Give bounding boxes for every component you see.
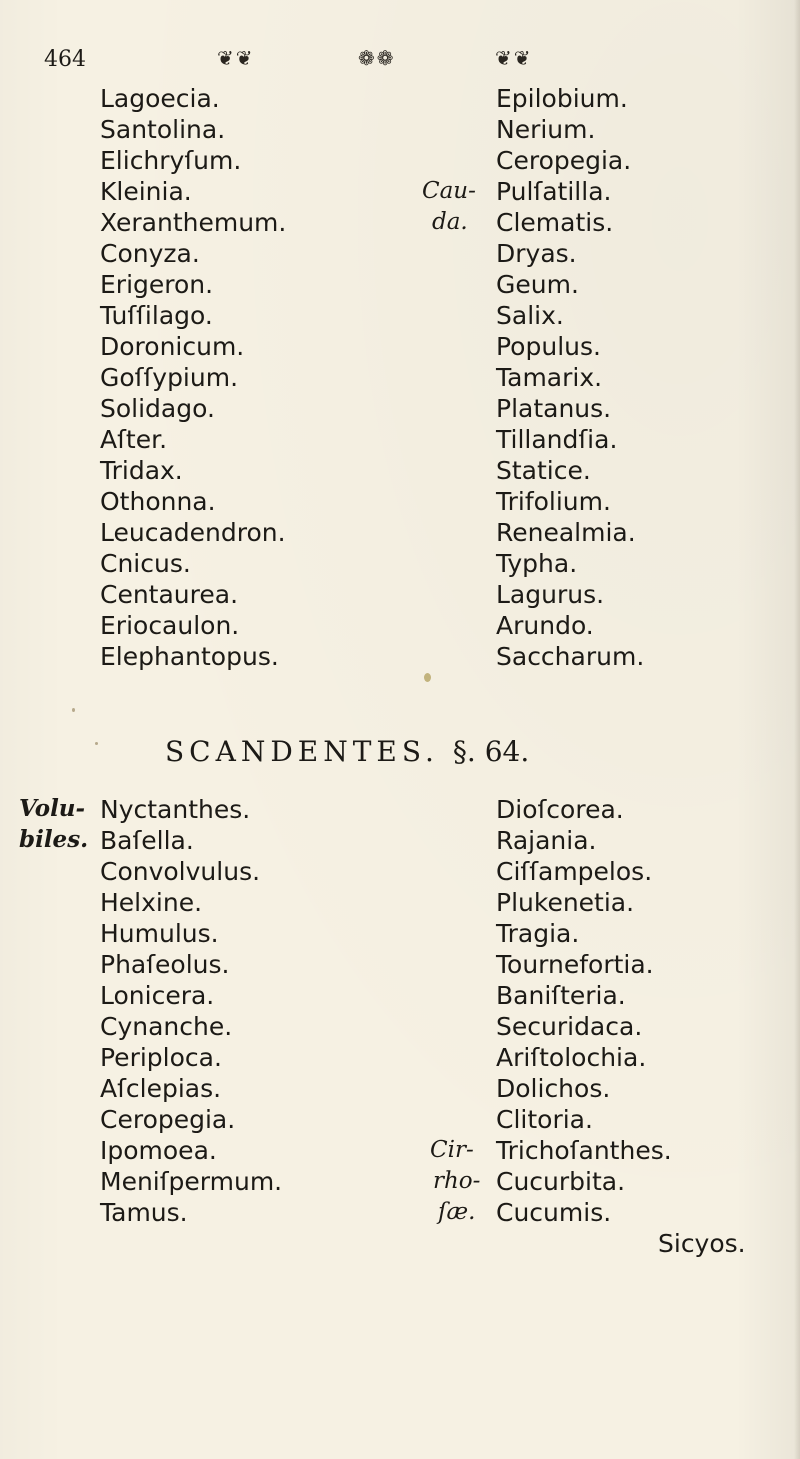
genus-entry: Tournefortia.	[496, 950, 654, 979]
genus-entry: Doronicum.	[100, 332, 245, 361]
section-heading	[165, 735, 529, 768]
bottom-right-genus-list	[496, 794, 672, 1228]
genus-entry: Phaſeolus.	[100, 950, 230, 979]
genus-entry: Rajania.	[496, 826, 597, 855]
genus-entry: Aſclepias.	[100, 1074, 222, 1103]
genus-entry: Dolichos.	[496, 1074, 611, 1103]
margin-note-cau: Cau-	[422, 178, 476, 204]
genus-entry: Ciſſampelos.	[496, 857, 653, 886]
section-number: §. 64.	[452, 735, 530, 768]
margin-note-rho: rho-	[433, 1168, 481, 1194]
genus-entry: Lagoecia.	[100, 84, 220, 113]
top-right-genus-list	[496, 83, 644, 672]
genus-entry: Renealmia.	[496, 518, 636, 547]
genus-entry: Othonna.	[100, 487, 216, 516]
genus-entry: Leucadendron.	[100, 518, 286, 547]
genus-entry: Geum.	[496, 270, 579, 299]
header-ornament-center: ❁❁	[358, 46, 396, 70]
genus-entry: Lonicera.	[100, 981, 215, 1010]
ink-speck	[424, 673, 431, 682]
genus-entry: Salix.	[496, 301, 564, 330]
margin-note-da: da.	[432, 209, 468, 235]
genus-entry: Statice.	[496, 456, 591, 485]
genus-entry: Erigeron.	[100, 270, 214, 299]
genus-entry: Tamus.	[100, 1198, 188, 1227]
genus-entry: Convolvulus.	[100, 857, 261, 886]
genus-entry: Baſella.	[100, 826, 194, 855]
genus-entry: Dryas.	[496, 239, 577, 268]
section-heading-title: SCANDENTES.	[165, 735, 439, 768]
genus-entry: Xeranthemum.	[100, 208, 287, 237]
overflow-entry: Sicyos.	[658, 1229, 746, 1258]
bottom-left-genus-list	[100, 794, 282, 1228]
genus-entry: Cucurbita.	[496, 1167, 626, 1196]
genus-entry: Pulſatilla.	[496, 177, 612, 206]
genus-entry: Meniſpermum.	[100, 1167, 283, 1196]
genus-entry: Elephantopus.	[100, 642, 279, 671]
genus-entry: Tillandſia.	[496, 425, 618, 454]
genus-entry: Dioſcorea.	[496, 795, 624, 824]
genus-entry: Clematis.	[496, 208, 614, 237]
genus-entry: Nyctanthes.	[100, 795, 251, 824]
genus-entry: Solidago.	[100, 394, 215, 423]
genus-entry: Aſter.	[100, 425, 168, 454]
genus-entry: Ceropegia.	[100, 1105, 236, 1134]
genus-entry: Ceropegia.	[496, 146, 632, 175]
genus-entry: Trichoſanthes.	[496, 1136, 672, 1165]
genus-entry: Ariſtolochia.	[496, 1043, 647, 1072]
genus-entry: Centaurea.	[100, 580, 239, 609]
genus-entry: Kleinia.	[100, 177, 192, 206]
genus-entry: Trifolium.	[496, 487, 611, 516]
margin-note-biles: biles.	[19, 826, 89, 853]
genus-entry: Lagurus.	[496, 580, 605, 609]
header-ornament-left: ❦❦	[217, 46, 255, 70]
ink-speck	[72, 708, 75, 712]
ink-speck	[95, 742, 98, 745]
top-left-genus-list	[100, 83, 286, 672]
genus-entry: Securidaca.	[496, 1012, 643, 1041]
genus-entry: Goſſypium.	[100, 363, 239, 392]
genus-entry: Tridax.	[100, 456, 183, 485]
genus-entry: Cnicus.	[100, 549, 191, 578]
genus-entry: Tragia.	[496, 919, 580, 948]
genus-entry: Eriocaulon.	[100, 611, 240, 640]
genus-entry: Arundo.	[496, 611, 594, 640]
genus-entry: Populus.	[496, 332, 601, 361]
page-edge-shadow	[794, 0, 800, 1459]
genus-entry: Baniſteria.	[496, 981, 626, 1010]
genus-entry: Cucumis.	[496, 1198, 612, 1227]
genus-entry: Periploca.	[100, 1043, 222, 1072]
genus-entry: Nerium.	[496, 115, 596, 144]
genus-entry: Humulus.	[100, 919, 219, 948]
genus-entry: Ipomoea.	[100, 1136, 217, 1165]
genus-entry: Elichryſum.	[100, 146, 242, 175]
genus-entry: Typha.	[496, 549, 578, 578]
genus-entry: Tamarix.	[496, 363, 603, 392]
margin-note-cir: Cir-	[430, 1137, 474, 1163]
margin-note-fae: ſæ.	[438, 1199, 476, 1225]
genus-entry: Helxine.	[100, 888, 203, 917]
header-ornament-right: ❦❦	[495, 46, 533, 70]
genus-entry: Cynanche.	[100, 1012, 233, 1041]
genus-entry: Conyza.	[100, 239, 200, 268]
genus-entry: Epilobium.	[496, 84, 628, 113]
page-number: 464	[44, 47, 86, 72]
genus-entry: Santolina.	[100, 115, 226, 144]
genus-entry: Platanus.	[496, 394, 612, 423]
margin-note-volu: Volu-	[19, 795, 86, 822]
genus-entry: Tuſſilago.	[100, 301, 213, 330]
genus-entry: Clitoria.	[496, 1105, 593, 1134]
genus-entry: Plukenetia.	[496, 888, 635, 917]
genus-entry: Saccharum.	[496, 642, 645, 671]
